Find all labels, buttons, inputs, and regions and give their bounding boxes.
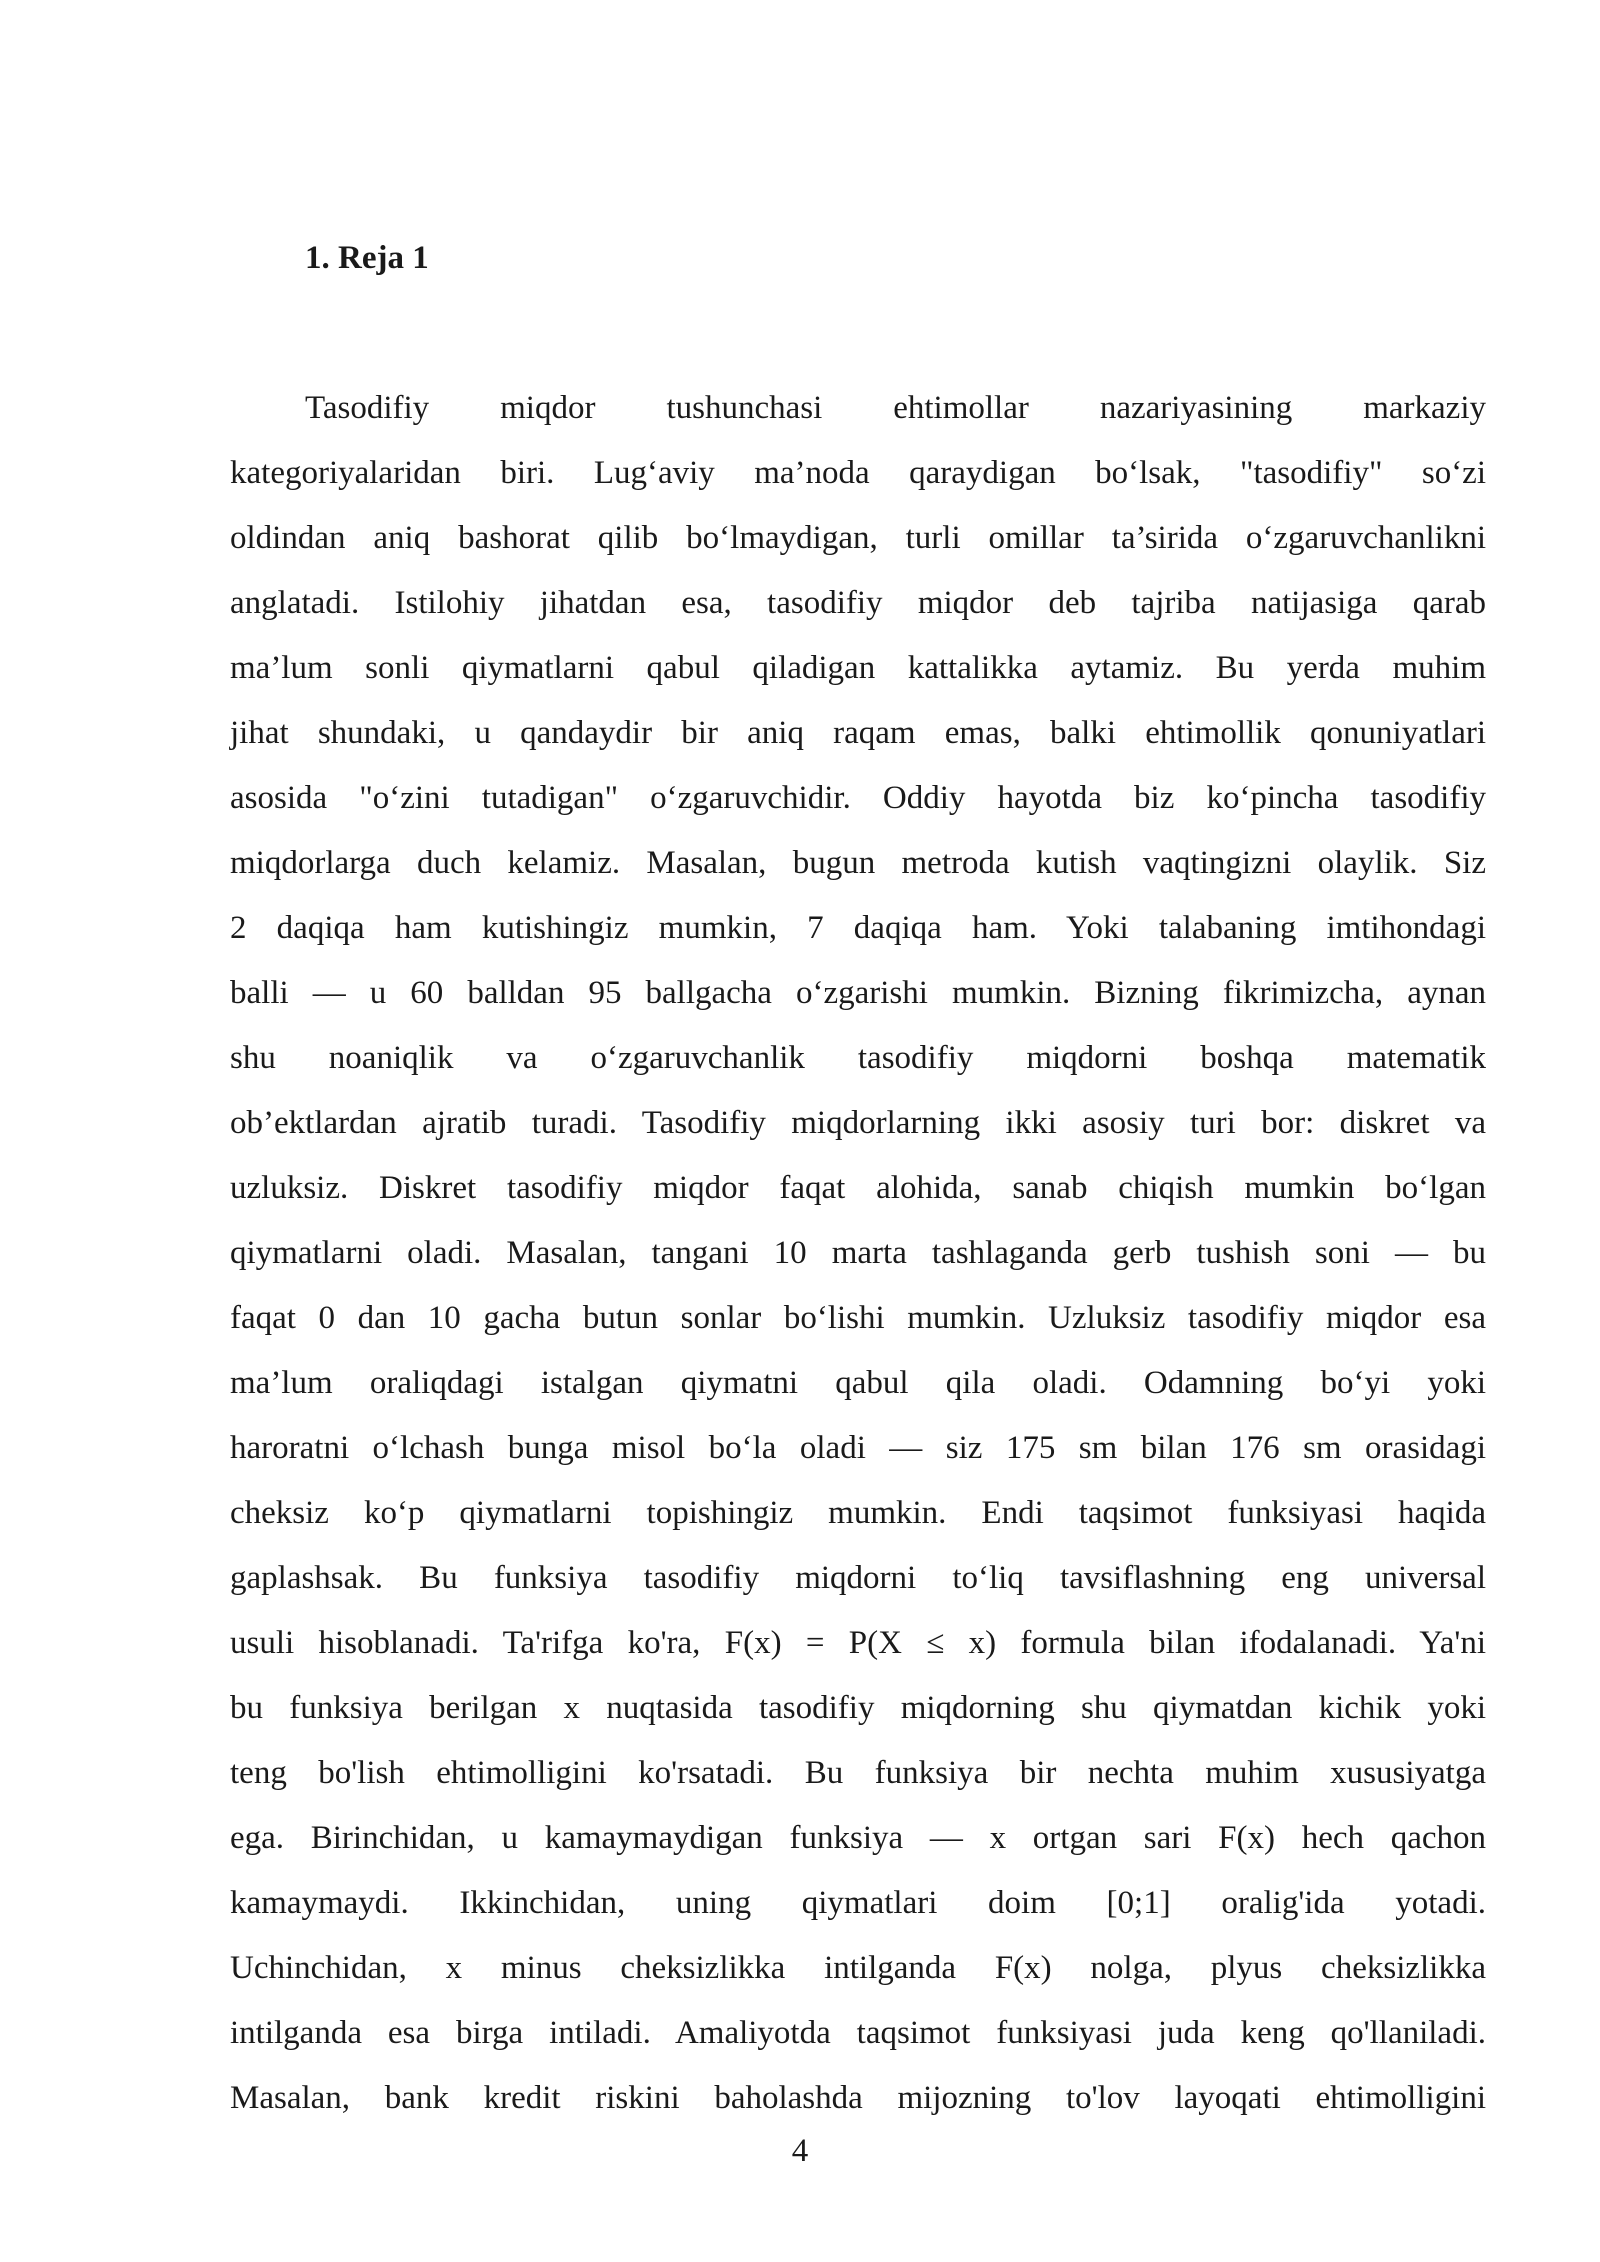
text-line: faqat 0 dan 10 gacha butun sonlar bo‘lishi mumkin. Uzluksiz tasodifiy miqdor esa	[230, 1300, 1486, 1336]
text-line: intilganda esa birga intiladi. Amaliyotda taqsimot funksiyasi juda keng qo'llaniladi.	[230, 2015, 1486, 2051]
text-line: kategoriyalaridan biri. Lug‘aviy ma’noda qaraydigan bo‘lsak, "tasodifiy" so‘zi	[230, 455, 1486, 491]
text-line: kamaymaydi. Ikkinchidan, uning qiymatlari doim [0;1] oralig'ida yotadi.	[230, 1885, 1486, 1921]
text-line: asosida "o‘zini tutadigan" o‘zgaruvchidir. Oddiy hayotda biz ko‘pincha tasodifiy	[230, 780, 1486, 816]
text-line: shu noaniqlik va o‘zgaruvchanlik tasodifiy miqdorni boshqa matematik	[230, 1040, 1486, 1076]
text-line: anglatadi. Istilohiy jihatdan esa, tasodifiy miqdor deb tajriba natijasiga qarab	[230, 585, 1486, 621]
text-line: cheksiz ko‘p qiymatlarni topishingiz mumkin. Endi taqsimot funksiyasi haqida	[230, 1495, 1486, 1531]
text-line: balli — u 60 balldan 95 ballgacha o‘zgarishi mumkin. Bizning fikrimizcha, aynan	[230, 975, 1486, 1011]
text-line: haroratni o‘lchash bunga misol bo‘la oladi — siz 175 sm bilan 176 sm orasidagi	[230, 1430, 1486, 1466]
text-line: bu funksiya berilgan x nuqtasida tasodifiy miqdorning shu qiymatdan kichik yoki	[230, 1690, 1486, 1726]
text-line: jihat shundaki, u qandaydir bir aniq raqam emas, balki ehtimollik qonuniyatlari	[230, 715, 1486, 751]
text-line: teng bo'lish ehtimolligini ko'rsatadi. Bu funksiya bir nechta muhim xususiyatga	[230, 1755, 1486, 1791]
text-line: gaplashsak. Bu funksiya tasodifiy miqdorni to‘liq tavsiflashning eng universal	[230, 1560, 1486, 1596]
text-line: ma’lum oraliqdagi istalgan qiymatni qabul qila oladi. Odamning bo‘yi yoki	[230, 1365, 1486, 1401]
text-line: oldindan aniq bashorat qilib bo‘lmaydigan, turli omillar ta’sirida o‘zgaruvchanlikni	[230, 520, 1486, 556]
section-heading: 1. Reja 1	[305, 240, 429, 276]
page-number: 4	[791, 2133, 809, 2169]
body-paragraph	[230, 376, 1486, 2131]
text-line: ob’ektlardan ajratib turadi. Tasodifiy miqdorlarning ikki asosiy turi bor: diskret va	[230, 1105, 1486, 1141]
text-line: Masalan, bank kredit riskini baholashda mijozning to'lov layoqati ehtimolligini	[230, 2080, 1486, 2116]
text-line: 2 daqiqa ham kutishingiz mumkin, 7 daqiqa ham. Yoki talabaning imtihondagi	[230, 910, 1486, 946]
text-line: usuli hisoblanadi. Ta'rifga ko'ra, F(x) = P(X ≤ x) formula bilan ifodalanadi. Ya'ni	[230, 1625, 1486, 1661]
text-line: ma’lum sonli qiymatlarni qabul qiladigan kattalikka aytamiz. Bu yerda muhim	[230, 650, 1486, 686]
text-line: Uchinchidan, x minus cheksizlikka intilganda F(x) nolga, plyus cheksizlikka	[230, 1950, 1486, 1986]
text-line: qiymatlarni oladi. Masalan, tangani 10 marta tashlaganda gerb tushish soni — bu	[230, 1235, 1486, 1271]
text-line: miqdorlarga duch kelamiz. Masalan, bugun metroda kutish vaqtingizni olaylik. Siz	[230, 845, 1486, 881]
text-line: Tasodifiy miqdor tushunchasi ehtimollar nazariyasining markaziy	[305, 390, 1486, 426]
text-line: uzluksiz. Diskret tasodifiy miqdor faqat alohida, sanab chiqish mumkin bo‘lgan	[230, 1170, 1486, 1206]
text-line: ega. Birinchidan, u kamaymaydigan funksiya — x ortgan sari F(x) hech qachon	[230, 1820, 1486, 1856]
